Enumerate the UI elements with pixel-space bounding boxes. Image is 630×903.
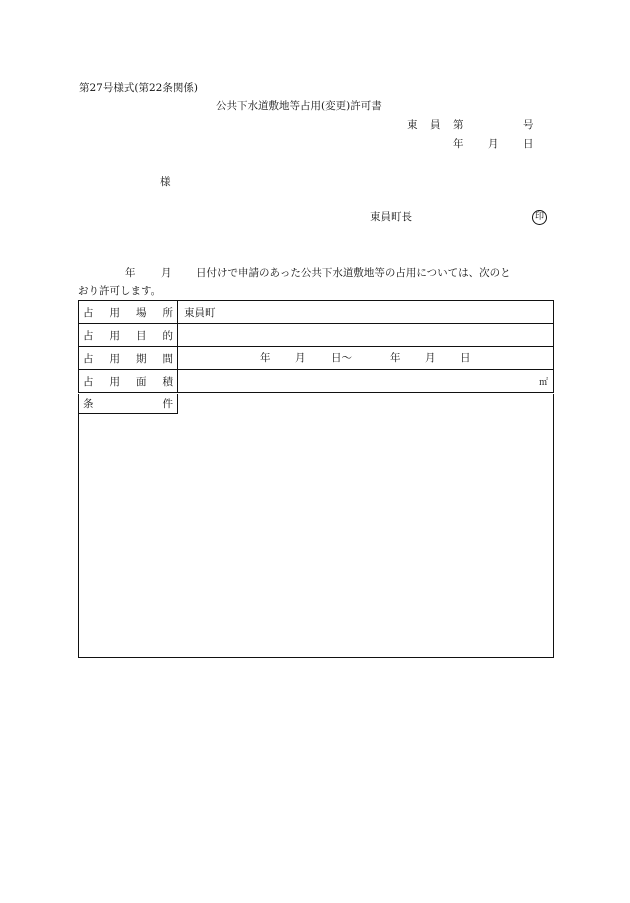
addressee-honorific: 様 [160, 176, 171, 188]
label-location: 占 用 場 所 [79, 301, 178, 324]
seal-mark: 印 [532, 210, 547, 225]
doc-number-prefix-1: 東 [407, 119, 418, 131]
period-month-start: 月 [295, 352, 306, 364]
value-location: 東員町 [178, 301, 554, 324]
form-number: 第27号様式(第22条関係) [79, 82, 198, 94]
period-year-start: 年 [260, 352, 271, 364]
label-conditions: 条 件 [79, 394, 178, 414]
body-text-line2: おり許可します。 [78, 285, 162, 297]
conditions-box [78, 394, 554, 658]
document-title: 公共下水道敷地等占用(変更)許可書 [216, 100, 382, 112]
area-unit: ㎡ [538, 377, 548, 388]
period-year-end: 年 [390, 352, 401, 364]
permit-table [78, 300, 554, 393]
doc-number-suffix: 号 [523, 119, 534, 131]
body-month: 月 [161, 267, 172, 279]
period-day-start: 日～ [331, 352, 352, 364]
date-year: 年 [453, 138, 464, 150]
table-row-purpose [79, 324, 554, 347]
value-period [178, 347, 554, 370]
period-day-end: 日 [460, 352, 471, 364]
doc-number-prefix-2: 員 [430, 119, 441, 131]
period-month-end: 月 [425, 352, 436, 364]
date-month: 月 [488, 138, 499, 150]
table-row-period [79, 347, 554, 370]
value-area [178, 370, 554, 393]
value-purpose [178, 324, 554, 347]
label-period: 占 用 期 間 [79, 347, 178, 370]
table-row-location [79, 301, 554, 324]
issuer-name: 東員町長 [370, 211, 412, 223]
doc-number-prefix-3: 第 [453, 119, 464, 131]
body-text-line1: 日付けで申請のあった公共下水道敷地等の占用については、次のと [196, 267, 511, 279]
label-purpose: 占 用 目 的 [79, 324, 178, 347]
date-day: 日 [523, 138, 534, 150]
table-row-area [79, 370, 554, 393]
label-area: 占 用 面 積 [79, 370, 178, 393]
body-year: 年 [125, 267, 136, 279]
